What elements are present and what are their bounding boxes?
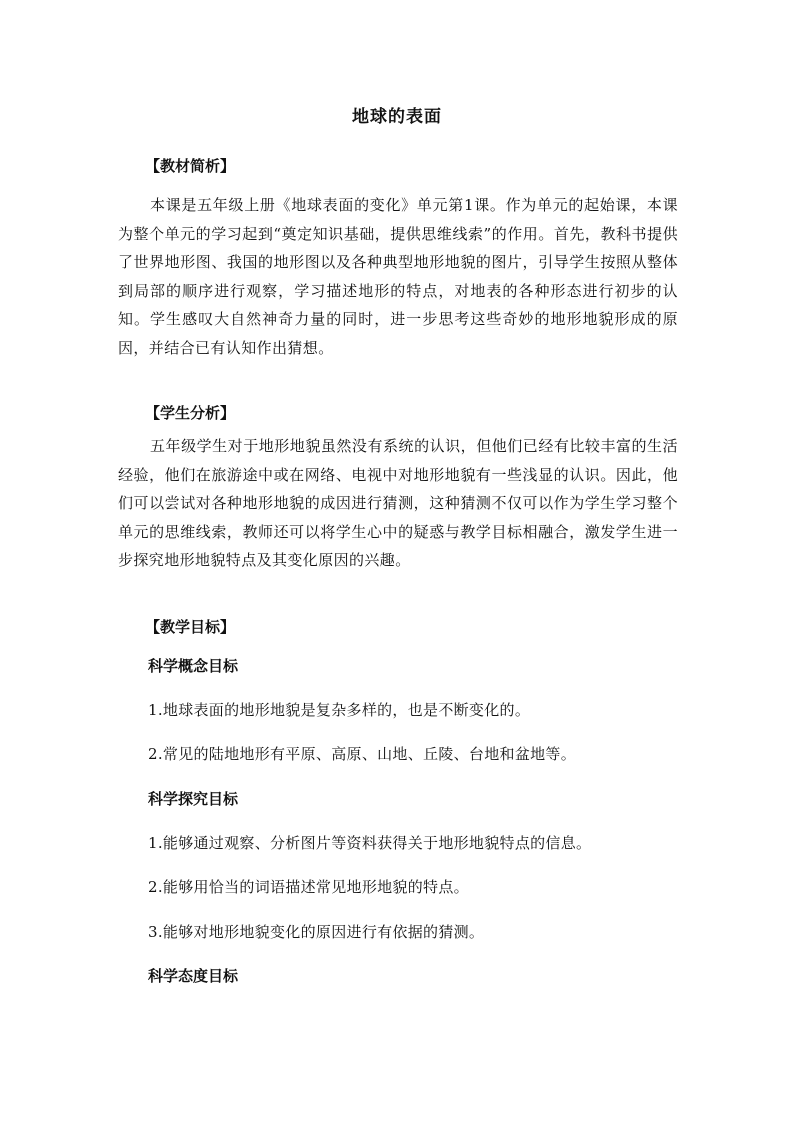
list-item: 2.常见的陆地地形有平原、高原、山地、丘陵、台地和盆地等。	[148, 745, 577, 763]
paragraph-student-analysis: 五年级学生对于地形地貌虽然没有系统的认识，但他们已经有比较丰富的生活经验，他们在旅游途中或在网络、电视中对地形地貌有一些浅显的认识。因此，他们可以尝试对各种地形地貌的成因进行猜测，这种猜测不仅可以作为学生学习整个单元的思维线索，教师还可以将学生心中的疑惑与教学目标相融合，激发学生进一步探究地形地貌特点及其变化原因的兴趣。	[118, 437, 678, 570]
list-item: 1.地球表面的地形地貌是复杂多样的，也是不断变化的。	[148, 701, 531, 719]
section-heading-student-analysis: 【学生分析】	[145, 404, 236, 422]
paragraph-textbook-analysis: 本课是五年级上册《地球表面的变化》单元第1课。作为单元的起始课，本课为整个单元的学习起到“奠定知识基础，提供思维线索”的作用。首先，教科书提供了世界地形图、我国的地形图以及各种典型地形地貌的图片，引导学生按照从整体到局部的顺序进行观察，学习描述地形的特点，对地表的各种形态进行初步的认知。学生感叹大自然神奇力量的同时，进一步思考这些奇妙的地形地貌形成的原因，并结合已有认知作出猜想。	[118, 196, 678, 357]
subheading-attitude-goals: 科学态度目标	[148, 967, 239, 985]
list-item: 2.能够用恰当的词语描述常见地形地貌的特点。	[148, 878, 469, 896]
list-item: 1.能够通过观察、分析图片等资料获得关于地形地貌特点的信息。	[148, 834, 592, 852]
section-heading-textbook-analysis: 【教材简析】	[145, 157, 236, 175]
section-heading-teaching-goals: 【教学目标】	[145, 618, 236, 636]
document-title: 地球的表面	[352, 107, 442, 127]
subheading-concept-goals: 科学概念目标	[148, 657, 239, 675]
list-item: 3.能够对地形地貌变化的原因进行有依据的猜测。	[148, 923, 485, 941]
subheading-inquiry-goals: 科学探究目标	[148, 790, 239, 808]
